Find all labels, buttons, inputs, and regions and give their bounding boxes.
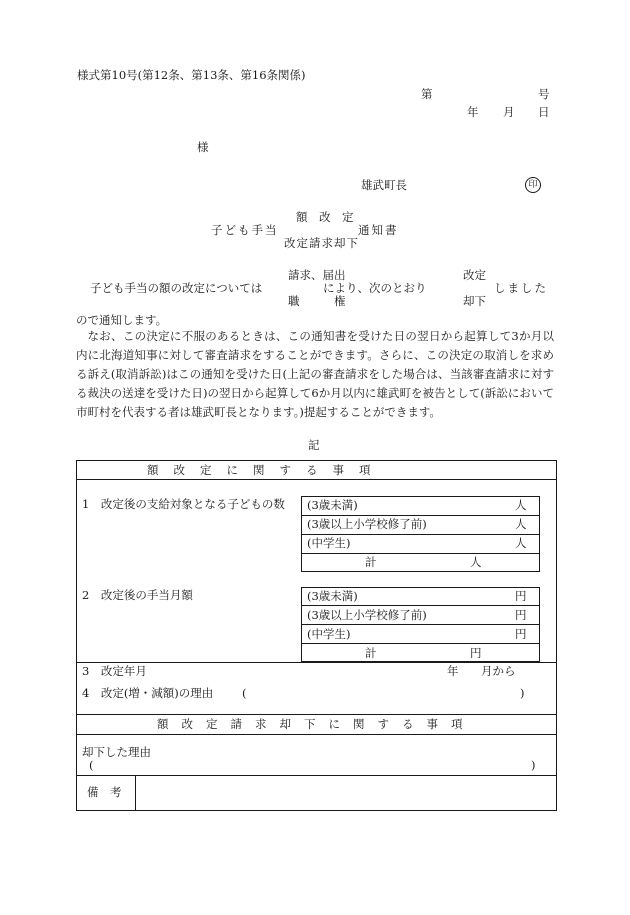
reject-reason-close: ) — [531, 758, 536, 772]
seal-mark: 印 — [525, 177, 541, 193]
divider — [301, 624, 540, 625]
item4-label: 4 改定(増・減額)の理由 — [82, 686, 214, 700]
date-month: 月 — [503, 105, 515, 119]
date-year: 年 — [467, 105, 479, 119]
title-top: 額 改 定 — [296, 210, 354, 224]
item2-row-unit: 円 — [515, 589, 527, 603]
divider — [301, 643, 540, 644]
item1-row-unit: 人 — [515, 498, 527, 512]
item3-label: 3 改定年月 — [82, 664, 147, 678]
number-dai: 第 — [421, 87, 433, 101]
number-go: 号 — [538, 87, 550, 101]
item1-row-unit: 人 — [515, 517, 527, 531]
ki-heading: 記 — [308, 438, 320, 452]
divider — [301, 605, 540, 606]
addressee-sama: 様 — [197, 140, 209, 154]
item2-row-label: (3歳未満) — [307, 589, 358, 603]
item2-label: 2 改定後の手当月額 — [82, 588, 193, 602]
divider — [301, 515, 540, 516]
notice-option-3: 職 権 — [288, 294, 346, 308]
item2-row-label: (3歳以上小学校修了前) — [307, 608, 427, 622]
divider — [76, 734, 557, 735]
divider — [135, 775, 136, 811]
notice-option-1: 請求、届出 — [288, 268, 346, 282]
item2-row-unit: 円 — [515, 608, 527, 622]
notice-main-b: により、次のとおり — [323, 281, 427, 295]
divider — [301, 534, 540, 535]
item2-row-label: (中学生) — [307, 627, 351, 641]
notice-continuation: ので通知します。 — [76, 313, 168, 327]
title-left: 子ども手当 — [211, 223, 279, 237]
divider — [76, 479, 557, 480]
item3-year: 年 — [447, 664, 459, 678]
item1-total-label: 計 — [365, 555, 377, 569]
item3-month: 月から — [481, 664, 516, 678]
title-bottom: 改定請求却下 — [284, 236, 359, 250]
divider — [76, 662, 557, 663]
date-day: 日 — [538, 105, 550, 119]
title-right: 通知書 — [358, 223, 399, 237]
form-reference: 様式第10号(第12条、第13条、第16条関係) — [77, 68, 306, 82]
reject-reason-label: 却下した理由 — [82, 745, 151, 759]
item2-row-unit: 円 — [515, 627, 527, 641]
item1-row-label: (3歳未満) — [307, 498, 358, 512]
divider — [301, 553, 540, 554]
item1-row-unit: 人 — [515, 536, 527, 550]
notice-main-a: 子ども手当の額の改定については — [90, 281, 263, 295]
item1-row-label: (3歳以上小学校修了前) — [307, 517, 427, 531]
notice-option-4: 却下 — [463, 294, 486, 308]
section2-header: 額改定請求却下に関する事項 — [157, 717, 476, 731]
remarks-label: 備 考 — [87, 785, 122, 799]
item2-total-unit: 円 — [470, 646, 482, 660]
divider — [76, 714, 557, 715]
item4-open-paren: ( — [242, 686, 247, 700]
divider — [76, 775, 557, 776]
notice-paragraph: なお、この決定に不服のあるときは、この通知書を受けた日の翌日から起算して3か月以内に北海道知事に対して審査請求をすることができます。さらに、この決定の取消しを求める訴え(取消訴訟)はこの通知を受けた日(上記の審査請求をした場合は、当該審査請求に対する裁決の送達を受けた日)の翌日から起算して6か月以内に雄武町を被告として(訴訟において市町村を代表する者は雄武町長となります。)提起することができます。 — [76, 329, 554, 419]
notice-main-c: しました — [494, 281, 548, 295]
item4-close-paren: ) — [520, 686, 525, 700]
item1-row-label: (中学生) — [307, 536, 351, 550]
item1-total-unit: 人 — [470, 555, 482, 569]
reject-reason-open: ( — [89, 758, 94, 772]
item1-label: 1 改定後の支給対象となる子どもの数 — [82, 497, 285, 511]
notice-option-2: 改定 — [463, 268, 486, 282]
section1-header: 額改定に関する事項 — [147, 463, 386, 477]
item2-total-label: 計 — [365, 646, 377, 660]
issuer-name: 雄武町長 — [361, 178, 407, 192]
